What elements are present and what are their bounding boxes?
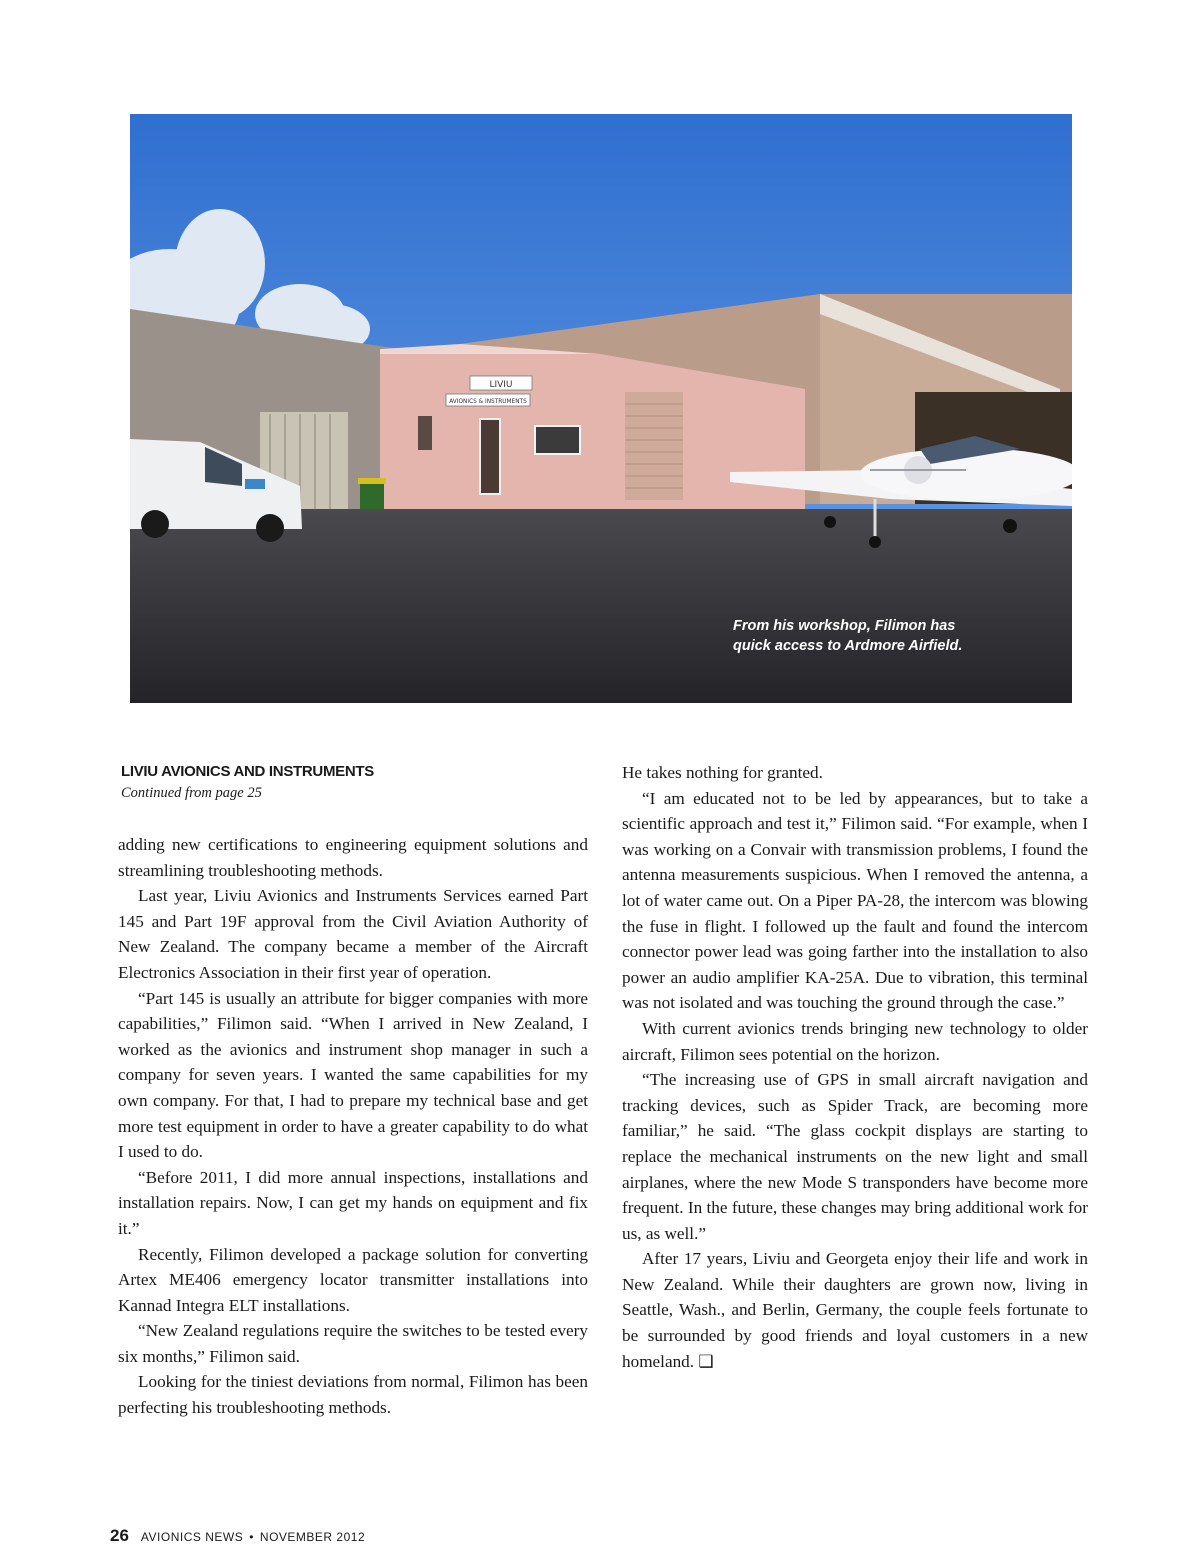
footer-bullet: •	[249, 1530, 254, 1544]
left-column	[118, 832, 588, 1421]
paragraph: Recently, Filimon developed a package solution for converting Artex ME406 emergency locator transmitter installations into Kannad Integra ELT installations.	[118, 1244, 588, 1315]
photo-caption-line-1: From his workshop, Filimon has	[733, 618, 956, 634]
paragraph: “The increasing use of GPS in small aircraft navigation and tracking devices, such as Spider Track, are becoming more familiar,” he said. “The glass cockpit displays are starting to replace the mechanical instruments on the new light and small airplanes, where the new Mode S transponders have become more frequent. In the future, these changes may bring additional work for us, as well.”	[622, 1070, 1088, 1243]
sign-line-1: LIVIU	[489, 380, 513, 390]
right-column	[622, 760, 1088, 1374]
page-number: 26	[110, 1526, 129, 1545]
paragraph: Looking for the tiniest deviations from normal, Filimon has been perfecting his troubleshooting methods.	[118, 1372, 588, 1418]
paragraph: adding new certifications to engineering equipment solutions and streamlining troubleshooting methods.	[118, 835, 588, 880]
publication-name: AVIONICS NEWS	[140, 1530, 244, 1544]
paragraph: “I am educated not to be led by appearances, but to take a scientific approach and test it,” Filimon said. “For example, when I was working on a Convair with transmission problems, I found the antenna measurements suspicious. When I removed the antenna, a lot of water came out. On a Piper PA-28, the intercom was blowing the fuse in flight. I followed up the fault and found the intercom connector power lead was going farther into the installation to also power an audio amplifier KA-25A. Due to vibration, this terminal was not isolated and was touching the ground through the case.”	[622, 788, 1088, 1013]
photo-caption-line-2: quick access to Ardmore Airfield.	[733, 638, 963, 654]
paragraph: “New Zealand regulations require the switches to be tested every six months,” Filimon said.	[118, 1321, 588, 1366]
paragraph: “Before 2011, I did more annual inspections, installations and installation repairs. Now, I can get my hands on equipment and fix it.”	[118, 1167, 588, 1238]
article-photo	[130, 114, 1072, 703]
paragraph: He takes nothing for granted.	[622, 763, 823, 782]
paragraph: “Part 145 is usually an attribute for bigger companies with more capabilities,” Filimon said. “When I arrived in New Zealand, I worked as the avionics and instrument shop manager in such a company for seven years. I wanted the same capabilities for my own company. For that, I had to prepare my technical base and get more test equipment in order to have a greater capability to do what I used to do.	[118, 988, 588, 1162]
continued-note: Continued from page 25	[121, 785, 262, 801]
paragraph: After 17 years, Liviu and Georgeta enjoy their life and work in New Zealand. While their daughters are grown now, living in Seattle, Wash., and Berlin, Germany, the couple feels fortunate to be surrounded by good friends and loyal customers in a new homeland. ❑	[622, 1249, 1088, 1371]
sign-line-2: AVIONICS & INSTRUMENTS	[449, 399, 527, 405]
paragraph: With current avionics trends bringing new technology to older aircraft, Filimon sees potential on the horizon.	[622, 1018, 1088, 1064]
hangar-scene-illustration	[130, 114, 1072, 703]
photo-caption	[733, 616, 1053, 656]
issue-date: NOVEMBER 2012	[259, 1530, 366, 1544]
article-headline: LIVIU AVIONICS AND INSTRUMENTS	[121, 763, 374, 780]
paragraph: Last year, Liviu Avionics and Instruments Services earned Part 145 and Part 19F approval from the Civil Aviation Authority of New Zealand. The company became a member of the Aircraft Electronics Association in their first year of operation.	[118, 886, 588, 982]
page-footer	[110, 1526, 610, 1550]
